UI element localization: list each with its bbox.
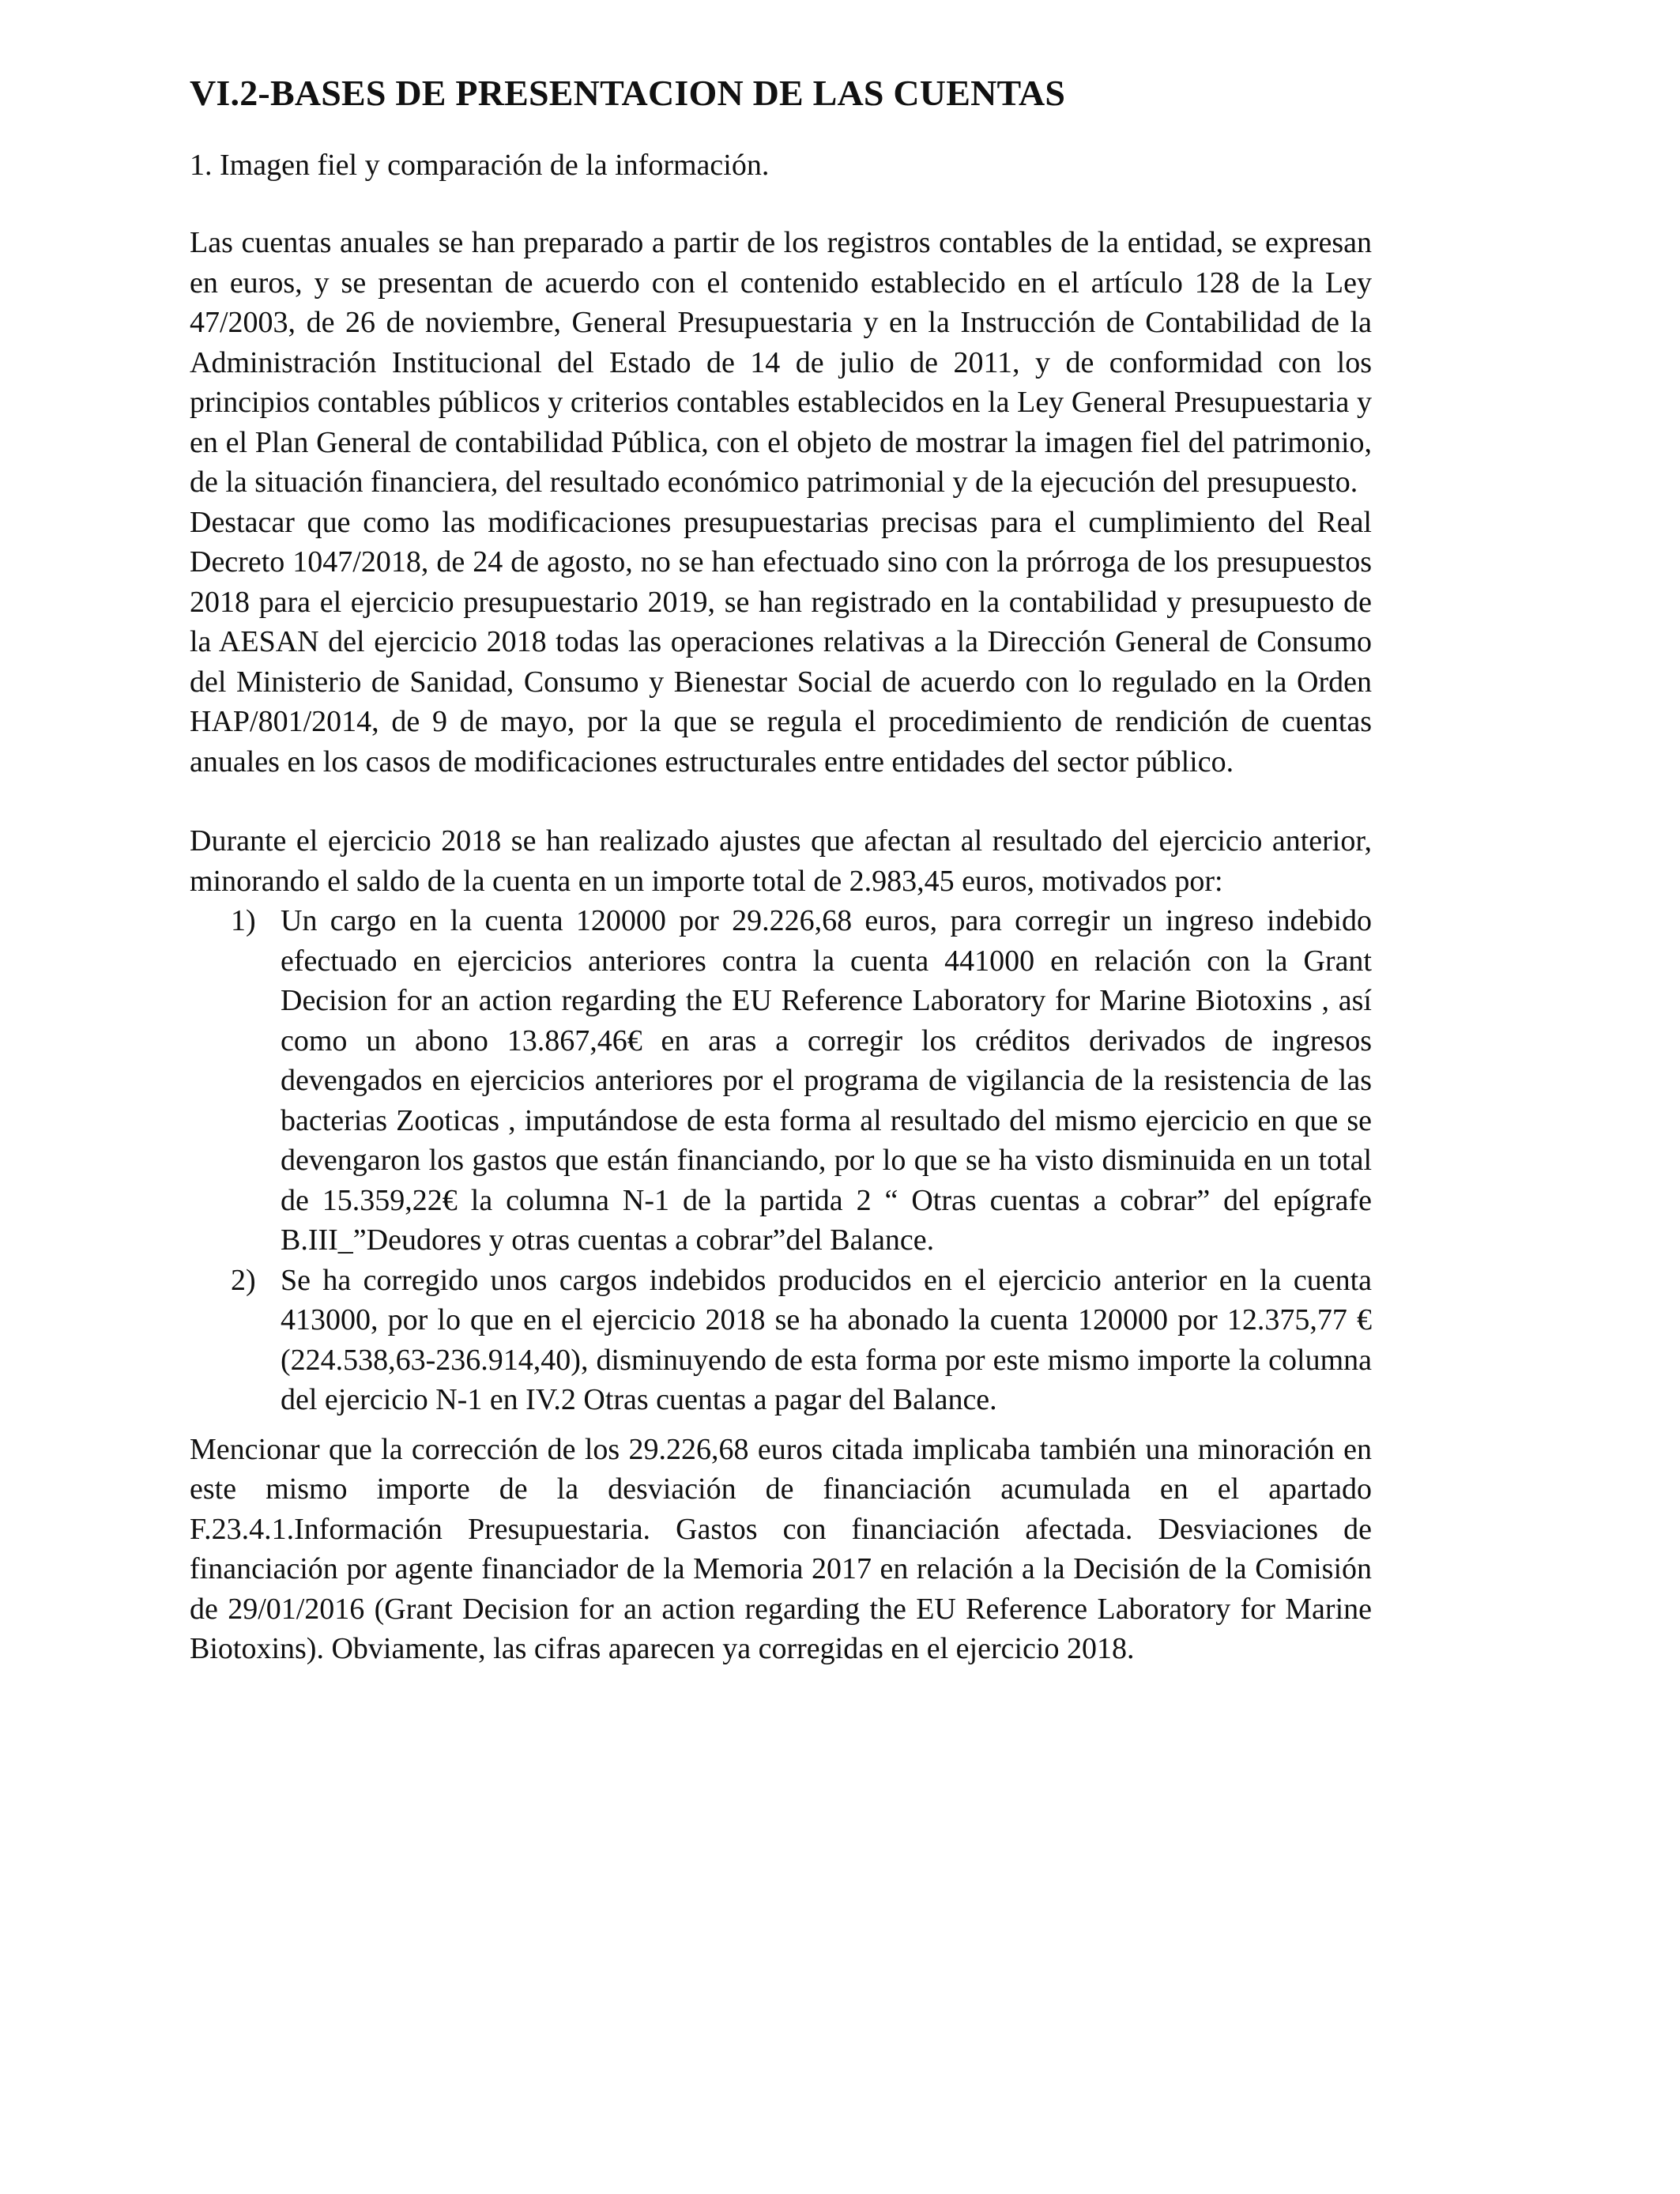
list-item-number: 1): [231, 904, 256, 937]
ajustes-list: [190, 901, 1372, 1420]
list-item: [190, 1261, 1372, 1420]
subsection-title: 1. Imagen fiel y comparación de la información.: [190, 149, 770, 182]
list-item-text: Un cargo en la cuenta 120000 por 29.226,68 euros, para corregir un ingreso indebido efectuado en ejercicios anteriores contra la cuenta 441000 en relación con la Grant Decision for an action regarding the EU Reference Laboratory for Marine Biotoxins , así como un abono 13.867,46€ en aras a corregir los créditos derivados de ingresos devengados en ejercicios anteriores por el programa de vigilancia de la resistencia de las bacterias Zooticas , imputándose de esta forma al resultado del mismo ejercicio en que se devengaron los gastos que están financiando, por lo que se ha visto disminuida en un total de 15.359,22€ la columna N-1 de la partida 2 “ Otras cuentas a cobrar” del epígrafe B.III_”Deudores y otras cuentas a cobrar”del Balance.: [281, 904, 1372, 1257]
paragraph-correccion: Mencionar que la corrección de los 29.226,68 euros citada implicaba también una minoración en este mismo importe de la desviación de financiación acumulada en el apartado F.23.4.1.Información Presupuestaria. Gastos con financiación afectada. Desviaciones de financiación por agente financiador de la Memoria 2017 en relación a la Decisión de la Comisión de 29/01/2016 (Grant Decision for an action regarding the EU Reference Laboratory for Marine Biotoxins). Obviamente, las cifras aparecen ya corregidas en el ejercicio 2018.: [190, 1432, 1372, 1665]
paragraph-ajustes-resultado: Durante el ejercicio 2018 se han realizado ajustes que afectan al resultado del ejercicio anterior, minorando el saldo de la cuenta en un importe total de 2.983,45 euros, motivados por:: [190, 824, 1372, 898]
document-page: [190, 71, 1372, 1669]
section-heading: VI.2-BASES DE PRESENTACION DE LAS CUENTAS: [190, 73, 1066, 113]
list-item-text: Se ha corregido unos cargos indebidos producidos en el ejercicio anterior en la cuenta 413000, por lo que en el ejercicio 2018 se ha abonado la cuenta 120000 por 12.375,77 € (224.538,63-236.914,40), disminuyendo de esta forma por este mismo importe la columna del ejercicio N-1 en IV.2 Otras cuentas a pagar del Balance.: [281, 1263, 1372, 1416]
paragraph-cuentas-anuales: Las cuentas anuales se han preparado a partir de los registros contables de la entidad, se expresan en euros, y se presentan de acuerdo con el contenido establecido en el artículo 128 de la Ley 47/2003, de 26 de noviembre, General Presupuestaria y en la Instrucción de Contabilidad de la Administración Institucional del Estado de 14 de julio de 2011, y de conformidad con los principios contables públicos y criterios contables establecidos en la Ley General Presupuestaria y en el Plan General de contabilidad Pública, con el objeto de mostrar la imagen fiel del patrimonio, de la situación financiera, del resultado económico patrimonial y de la ejecución del presupuesto.: [190, 226, 1372, 499]
list-item-number: 2): [231, 1263, 256, 1297]
list-item: [190, 901, 1372, 1261]
paragraph-modificaciones-presupuestarias: Destacar que como las modificaciones presupuestarias precisas para el cumplimiento del Real Decreto 1047/2018, de 24 de agosto, no se han efectuado sino con la prórroga de los presupuestos 2018 para el ejercicio presupuestario 2019, se han registrado en la contabilidad y presupuesto de la AESAN del ejercicio 2018 todas las operaciones relativas a la Dirección General de Consumo del Ministerio de Sanidad, Consumo y Bienestar Social de acuerdo con lo regulado en la Orden HAP/801/2014, de 9 de mayo, por la que se regula el procedimiento de rendición de cuentas anuales en los casos de modificaciones estructurales entre entidades del sector público.: [190, 505, 1372, 778]
